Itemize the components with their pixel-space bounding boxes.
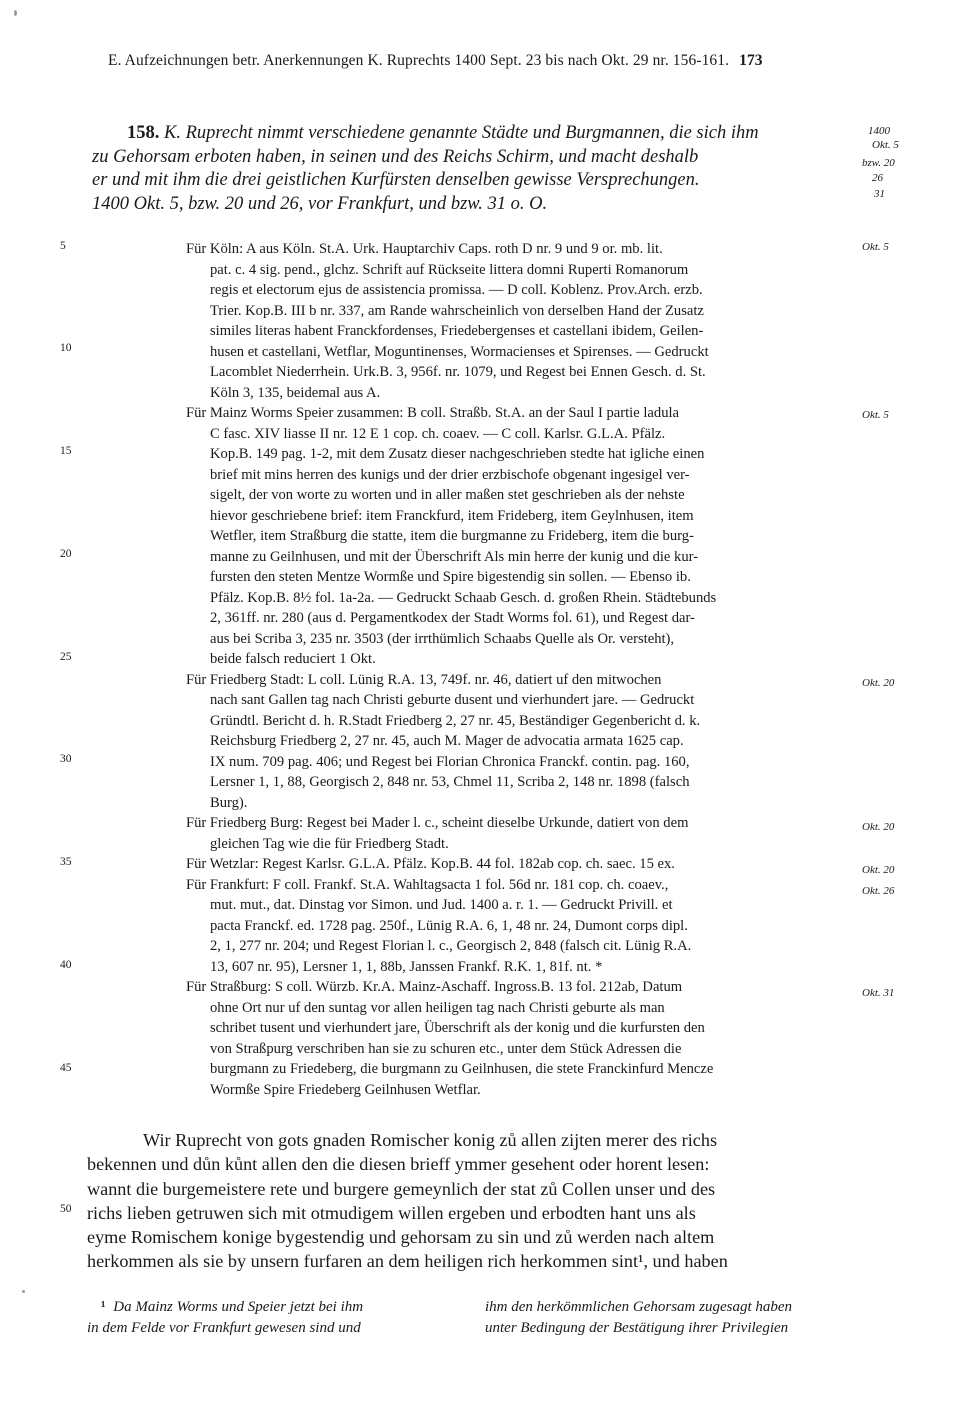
heading-line: er und mit ihm die drei geistlichen Kurfürsten denselben gewisse Versprechungen. (92, 170, 700, 190)
note-line: Für Friedberg Stadt: L coll. Lünig R.A. 13, 749f. nr. 46, datiert uf den mitwochen (186, 671, 662, 688)
charter-line: Wir Ruprecht von gots gnaden Romischer konig zů allen zijten merer des richs (143, 1130, 718, 1150)
footnote-text: Da Mainz Worms und Speier jetzt bei ihm (113, 1299, 364, 1315)
note-line: Wetfler, item Straßburg die statte, item die burgmanne zu Frideberg, item die burg- (210, 528, 694, 544)
note-line: 2, 1, 277 nr. 204; und Regest Florian l. c., Georgisch 2, 848 (falsch cit. Lünig R.A. (210, 938, 692, 954)
note-line: pacta Franckf. ed. 1728 pag. 250f., Lünig R.A. 6, 1, 48 nr. 24, Dumont corps dipl. (210, 917, 688, 934)
running-head-text: E. Aufzeichnungen betr. Anerkennungen K. Ruprechts 1400 Sept. 23 bis nach Okt. 29 nr. 156-161. (108, 52, 730, 69)
note-line: Kop.B. 149 pag. 1-2, mit dem Zusatz dieser nachgeschrieben stedte hat igliche einen (210, 446, 705, 462)
line-number: 20 (60, 548, 72, 560)
footnote-line: ihm den herkömmlichen Gehorsam zugesagt haben (485, 1299, 793, 1315)
line-number: 5 (60, 240, 66, 252)
heading-line (127, 122, 857, 146)
margin-date: Okt. 26 (862, 885, 895, 897)
heading-date-alt: 26 (872, 172, 883, 184)
line-number: 35 (60, 856, 72, 868)
line-number: 15 (60, 445, 72, 457)
charter-line: bekennen und důn kůnt allen den die diesen brieff ymmer gesehent oder horent lesen: (87, 1154, 710, 1175)
line-number: 25 (60, 651, 72, 663)
heading-date: Okt. 5 (872, 139, 899, 151)
note-line: husen et castellani, Wetflar, Moguntinenses, Wormacienses et Spirenses. — Gedruckt (210, 343, 709, 360)
margin-date: Okt. 31 (862, 987, 895, 999)
note-line: Burg). (210, 794, 248, 811)
running-head (108, 52, 868, 70)
margin-date: Okt. 5 (862, 241, 889, 253)
note-line: burgmann zu Friedeberg, die burgmann zu Geilnhusen, die stete Franckinfurd Mencze (210, 1061, 714, 1077)
note-line: Für Köln: A aus Köln. St.A. Urk. Hauptarchiv Caps. roth D nr. 9 und 9 or. mb. lit. (186, 241, 663, 257)
note-line: gleichen Tag wie die für Friedberg Stadt. (210, 835, 449, 852)
note-line: Trier. Kop.B. III b nr. 337, am Rande wahrscheinlich von derselben Hand der Zusatz (210, 302, 704, 319)
note-line: C fasc. XIV liasse II nr. 12 E 1 cop. ch. coaev. — C coll. Karlsr. G.L.A. Pfälz. (210, 425, 666, 442)
heading-date-alt: 31 (874, 188, 885, 200)
line-number: 45 (60, 1062, 72, 1074)
document-heading (92, 122, 857, 216)
note-line: regis et electorum ejus de assistencia promissa. — D coll. Koblenz. Prov.Arch. erzb. (210, 282, 703, 298)
line-number: 50 (60, 1203, 72, 1215)
note-line: pat. c. 4 sig. pend., glchz. Schrift auf Rückseite littera domni Ruperti Romanorum (210, 261, 689, 278)
note-line: Für Straßburg: S coll. Würzb. Kr.A. Mainz-Aschaff. Ingross.B. 13 fol. 212ab, Datum (186, 979, 683, 995)
note-line: similes literas habent Franckfordenses, Friedebergenses et castellani ibidem, Geilen- (210, 323, 704, 339)
note-line: schribet tusent und vierhundert jare, Überschrift als der konig und die kurfursten den (210, 1020, 705, 1036)
note-line: Für Wetzlar: Regest Karlsr. G.L.A. Pfälz. Kop.B. 44 fol. 182ab cop. ch. saec. 15 ex. (186, 856, 675, 872)
footnote-line: unter Bedingung der Bestätigung ihrer Privilegien (485, 1320, 789, 1336)
footnote-left-column (87, 1297, 467, 1339)
note-line: von Straßpurg verschriben han sie zu schuren etc., unter dem Stück Adressen die (210, 1040, 682, 1057)
note-line: ohne Ort nur uf den suntag vor allen heiligen tag nach Christi geburte als man (210, 999, 665, 1016)
note-line: Wormße Spire Friedeberg Geilnhusen Wetflar. (210, 1081, 481, 1098)
footnote-right-column (485, 1297, 865, 1339)
charter-line: herkommen als sie by unsern furfaren an dem heiligen rich herkommen sint¹, und haben (87, 1251, 728, 1272)
note-line: 2, 361ff. nr. 280 (aus d. Pergamentkodex der Stadt Worms fol. 61), und Regest dar- (210, 610, 695, 626)
note-line: sigelt, der von worte zu worten und in aller maßen stet geschrieben als der nehste (210, 487, 685, 503)
margin-date: Okt. 20 (862, 864, 895, 876)
note-line: 13, 607 nr. 95), Lersner 1, 1, 88b, Janssen Frankf. R.K. 1, 81f. nt. * (210, 958, 603, 975)
footnote-line (87, 1297, 467, 1318)
note-line: IX num. 709 pag. 406; und Regest bei Florian Chronica Franckf. contin. pag. 160, (210, 753, 690, 770)
line-number: 10 (60, 342, 72, 354)
charter-line: eyme Romischem konige bygestendig und gehorsam zu sin und zů werden nach altem (87, 1227, 715, 1248)
heading-year: 1400 (868, 125, 890, 137)
note-line: aus bei Scriba 3, 235 nr. 3503 (der irrthümlich Schaabs Quelle als Or. versteht), (210, 630, 675, 647)
note-line: hievor geschriebene brief: item Franckfurd, item Frideberg, item Geylnhusen, item (210, 507, 694, 524)
note-line: nach sant Gallen tag nach Christi geburte dusent und vierhundert jare. — Gedruckt (210, 692, 695, 708)
footnote-line: in dem Felde vor Frankfurt gewesen sind und (87, 1320, 361, 1336)
note-line: fursten den steten Mentze Wormße und Spire bigestendig sin sollen. — Ebenso ib. (210, 569, 691, 585)
margin-date: Okt. 20 (862, 821, 895, 833)
charter-line: wannt die burgemeistere rete und burgere gemeynlich der stat zů Collen unser und des (87, 1178, 716, 1199)
paper-speck (22, 1290, 25, 1293)
note-line: Für Friedberg Burg: Regest bei Mader l. c., scheint dieselbe Urkunde, datiert von dem (186, 815, 689, 831)
note-line: brief mit mins herren des kunigs und der drier erzbischofe obgenant ingesigel ver- (210, 466, 690, 483)
apparatus-notes (186, 239, 860, 1100)
heading-date-alt: bzw. 20 (862, 157, 895, 169)
paper-speck (14, 10, 17, 16)
note-line: Für Mainz Worms Speier zusammen: B coll. Straßb. St.A. an der Saul I partie ladula (186, 405, 680, 421)
margin-date: Okt. 20 (862, 677, 895, 689)
charter-text (87, 1128, 860, 1274)
note-line: Lersner 1, 1, 88, Georgisch 2, 848 nr. 53, Chmel 11, Scriba 2, 148 nr. 1898 (falsch (210, 774, 690, 790)
line-number: 30 (60, 753, 72, 765)
heading-line: zu Gehorsam erboten haben, in seinen und des Reichs Schirm, und macht deshalb (92, 146, 699, 167)
note-line: manne zu Geilnhusen, und mit der Überschrift Als min herre der kunig und die kur- (210, 548, 699, 565)
heading-text: K. Ruprecht nimmt verschiedene genannte Städte und Burgmannen, die sich ihm (164, 123, 759, 143)
page-number: 173 (739, 52, 763, 69)
note-line: Gründtl. Bericht d. h. R.Stadt Friedberg 2, 27 nr. 45, Beständiger Gegenbericht d. k. (210, 712, 701, 729)
note-line: Pfälz. Kop.B. 8½ fol. 1a-2a. — Gedruckt Schaab Gesch. d. großen Rhein. Städtebunds (210, 589, 717, 606)
heading-line: 1400 Okt. 5, bzw. 20 und 26, vor Frankfurt, und bzw. 31 o. O. (92, 193, 548, 214)
note-line: Reichsburg Friedberg 2, 27 nr. 45, auch M. Mager de advocatia armata 1625 cap. (210, 733, 684, 749)
line-number: 40 (60, 959, 72, 971)
footnote-mark: ¹ (101, 1299, 106, 1315)
note-line: mut. mut., dat. Dinstag vor Simon. und Jud. 1400 a. r. 1. — Gedruckt Privill. et (210, 897, 673, 913)
note-line: Für Frankfurt: F coll. Frankf. St.A. Wahltagsacta 1 fol. 56d nr. 181 cop. ch. coaev., (186, 876, 669, 893)
note-line: Lacomblet Niederrhein. Urk.B. 3, 956f. nr. 1079, und Regest bei Ennen Gesch. d. St. (210, 364, 706, 380)
document-number: 158. (127, 123, 160, 143)
margin-date: Okt. 5 (862, 409, 889, 421)
note-line: beide falsch reduciert 1 Okt. (210, 651, 376, 667)
note-line: Köln 3, 135, beidemal aus A. (210, 384, 381, 401)
charter-line: richs lieben getruwen sich mit otmudigem willen ergeben und erbodten hant uns als (87, 1202, 696, 1223)
